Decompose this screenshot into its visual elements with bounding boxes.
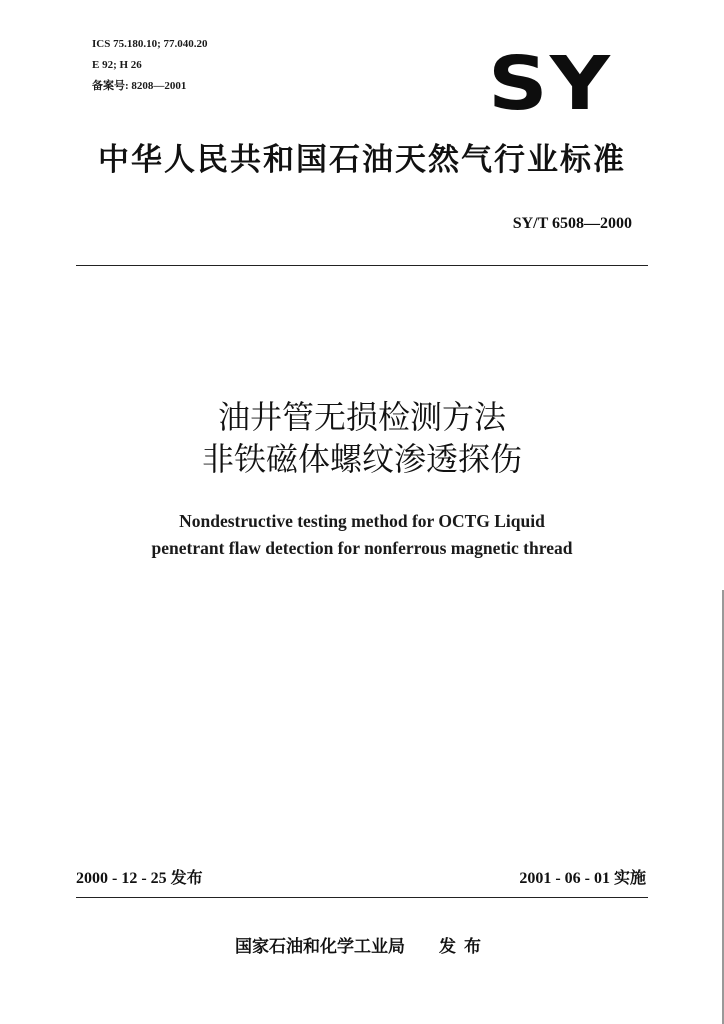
chinese-title — [0, 396, 724, 480]
standard-code: SY/T 6508—2000 — [512, 215, 632, 232]
issue-date: 2000 - 12 - 25 发布 — [76, 870, 203, 887]
english-title — [0, 508, 724, 562]
chinese-title-line-1: 油井管无损检测方法 — [217, 398, 506, 436]
sy-logo: SY — [488, 41, 613, 127]
implementation-date: 2001 - 06 - 01 实施 — [519, 870, 646, 887]
classification-block — [92, 34, 208, 97]
record-number: 备案号: 8208—2001 — [92, 80, 187, 92]
top-divider — [76, 265, 648, 266]
ics-classification: ICS 75.180.10; 77.040.20 — [92, 38, 208, 50]
english-title-line-2: penetrant flaw detection for nonferrous magnetic thread — [151, 538, 573, 558]
publisher-name: 国家石油和化学工业局 — [235, 937, 405, 957]
ccs-classification: E 92; H 26 — [92, 59, 142, 71]
bottom-divider — [76, 897, 648, 898]
chinese-title-line-2: 非铁磁体螺纹渗透探伤 — [201, 440, 522, 478]
english-title-line-1: Nondestructive testing method for OCTG Liquid — [179, 511, 545, 531]
publisher-line — [0, 935, 724, 959]
organization-title: 中华人民共和国石油天然气行业标准 — [98, 142, 626, 178]
publisher-action: 发布 — [439, 937, 489, 957]
